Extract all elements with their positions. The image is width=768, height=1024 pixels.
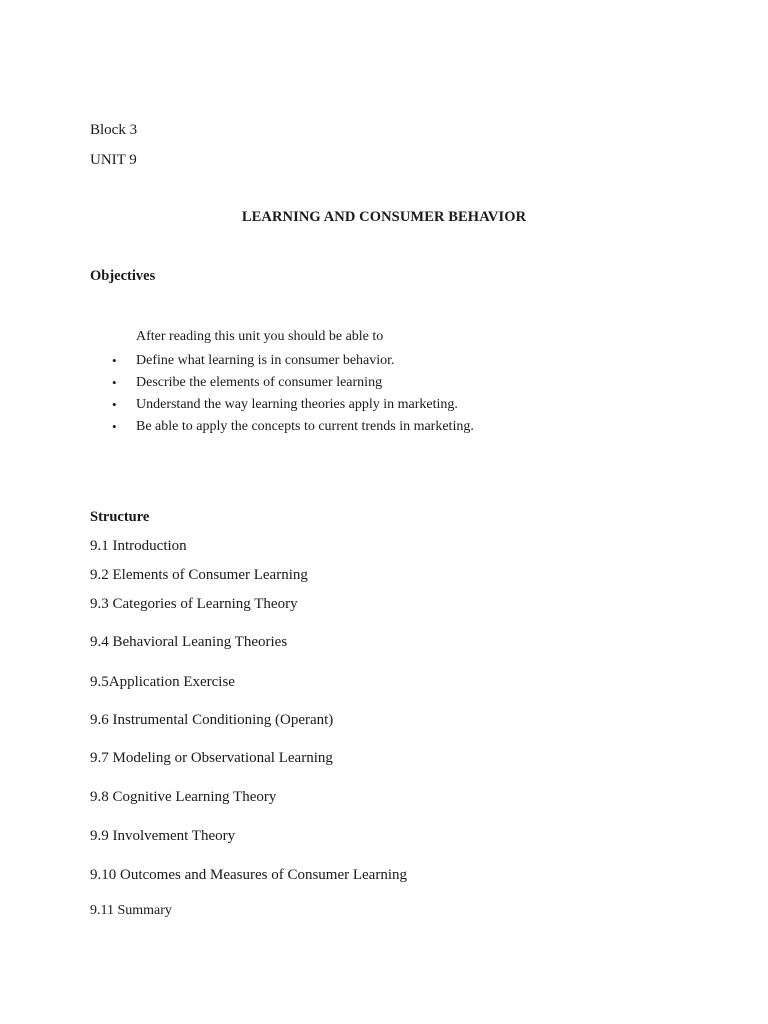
objective-text: Be able to apply the concepts to current trends in marketing. <box>136 419 474 434</box>
objective-text: Understand the way learning theories apply in marketing. <box>136 397 458 412</box>
bullet-icon: • <box>112 397 117 412</box>
bullet-icon: • <box>112 419 117 434</box>
bullet-icon: • <box>112 353 117 368</box>
toc-item: 9.1 Introduction <box>90 538 187 554</box>
structure-heading: Structure <box>90 509 150 525</box>
toc-item: 9.7 Modeling or Observational Learning <box>90 750 333 766</box>
objective-text: Define what learning is in consumer behavior. <box>136 353 395 368</box>
toc-item: 9.3 Categories of Learning Theory <box>90 596 298 612</box>
toc-item: 9.5Application Exercise <box>90 674 235 690</box>
toc-item: 9.11 Summary <box>90 903 172 918</box>
objective-item <box>112 416 474 438</box>
bullet-icon: • <box>112 375 117 390</box>
toc-item: 9.4 Behavioral Leaning Theories <box>90 634 288 650</box>
toc-item: 9.8 Cognitive Learning Theory <box>90 789 277 805</box>
objective-item <box>112 372 474 394</box>
toc-item: 9.6 Instrumental Conditioning (Operant) <box>90 712 334 728</box>
objectives-heading: Objectives <box>90 268 156 284</box>
objectives-intro: After reading this unit you should be able to <box>136 329 384 344</box>
objective-item <box>112 394 474 416</box>
unit-label: UNIT 9 <box>90 152 137 168</box>
objective-item <box>112 350 474 372</box>
toc-item: 9.9 Involvement Theory <box>90 828 236 844</box>
block-label: Block 3 <box>90 122 138 138</box>
toc-item: 9.2 Elements of Consumer Learning <box>90 567 308 583</box>
objectives-list <box>112 350 474 438</box>
objective-text: Describe the elements of consumer learning <box>136 375 383 390</box>
page-title: LEARNING AND CONSUMER BEHAVIOR <box>241 209 527 225</box>
toc-item: 9.10 Outcomes and Measures of Consumer Learning <box>90 867 408 883</box>
